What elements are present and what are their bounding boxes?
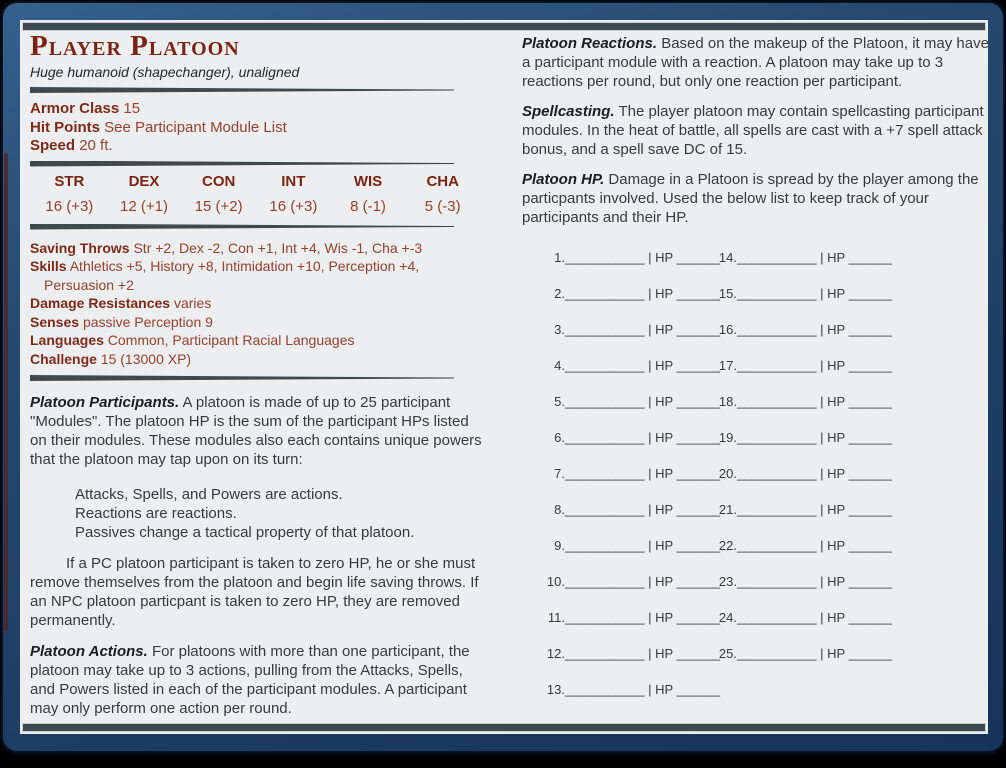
roster-number: 2. [554, 286, 565, 301]
roster-row [532, 284, 720, 303]
damage-resistances-row: Damage Resistances varies [30, 295, 212, 311]
armor-class-row [30, 100, 488, 119]
core-stats [30, 100, 488, 156]
roster-number: 11. [547, 610, 565, 625]
roster-blank-line: ___________ | HP ______ [565, 286, 720, 301]
roster-blank-line: ___________ | HP ______ [737, 430, 892, 445]
roster-row [704, 320, 892, 339]
hit-points-label: Hit Points [30, 118, 100, 136]
tapered-rule [30, 375, 454, 381]
speed-label: Speed [30, 137, 76, 154]
platoon-actions-trait: Platoon Actions. For platoons with more than one participant, the platoon may take up to 3 actions, pulling from the Attacks, Spells, and Powers listed in each of the participant modules. A participant may only perform one action per round. [30, 643, 470, 717]
page-left-edge-accent [4, 153, 8, 631]
roster-row [532, 464, 720, 483]
creature-type-subtitle: Huge humanoid (shapechanger), unaligned [30, 64, 300, 80]
spellcasting-trait: Spellcasting. The player platoon may contain spellcasting participant modules. In the heat of battle, all spells are cast with a +7 spell attack bonus, and a spell save DC of 15. [522, 103, 984, 158]
roster-row [532, 644, 720, 663]
roster-row [532, 536, 720, 555]
page-frame [3, 3, 1003, 751]
roster-row [532, 428, 720, 447]
roster-row [704, 464, 892, 483]
left-column [30, 31, 488, 718]
roster-blank-line: ___________ | HP ______ [565, 394, 720, 409]
tapered-rule [30, 224, 454, 230]
roster-row [704, 572, 892, 591]
roster-column-2 [704, 248, 892, 716]
roster-number: 24. [718, 610, 737, 625]
armor-class-value: 15 [123, 100, 141, 117]
roster-blank-line: ___________ | HP ______ [565, 466, 720, 481]
roster-number: 20. [718, 466, 737, 481]
roster-blank-line: ___________ | HP ______ [737, 502, 892, 517]
roster-blank-line: ___________ | HP ______ [565, 610, 720, 625]
roster-blank-line: ___________ | HP ______ [737, 250, 892, 265]
right-column [522, 34, 998, 716]
roster-number: 19. [718, 430, 737, 445]
roster-blank-line: ___________ | HP ______ [565, 574, 720, 589]
rules-line: Reactions are reactions. [75, 505, 237, 522]
tapered-rule [30, 87, 454, 93]
roster-number: 10. [546, 574, 565, 589]
ability-cha: CHA 5 (-3) [424, 172, 461, 215]
roster-number: 9. [554, 538, 565, 553]
roster-row [532, 392, 720, 411]
roster-blank-line: ___________ | HP ______ [737, 286, 892, 301]
roster-number: 17. [718, 358, 737, 373]
languages-row: Languages Common, Participant Racial Languages [30, 332, 355, 348]
roster-blank-line: ___________ | HP ______ [565, 538, 720, 553]
roster-row [704, 392, 892, 411]
roster-row [532, 320, 720, 339]
ability-score-table [32, 173, 480, 216]
roster-number: 7. [554, 466, 565, 481]
platoon-reactions-trait: Platoon Reactions. Based on the makeup of the Platoon, it may have a participant module with a reaction. A platoon may take up to 3 reactions per round, but only one reaction per participant. [522, 35, 989, 90]
platoon-participants-trait: Platoon Participants. A platoon is made of up to 25 participant "Modules". The platoon HP is the sum of the participant HPs listed on their modules. These modules also each contains unique powers that the platoon may tap upon on its turn: [30, 394, 482, 468]
roster-number: 21. [718, 502, 737, 517]
roster-blank-line: ___________ | HP ______ [737, 610, 892, 625]
roster-row [704, 644, 892, 663]
roster-blank-line: ___________ | HP ______ [737, 646, 892, 661]
roster-number: 18. [718, 394, 737, 409]
roster-number: 4. [554, 358, 565, 373]
ability-str: STR 16 (+3) [45, 172, 94, 215]
roster-row [704, 428, 892, 447]
roster-number: 1. [554, 250, 565, 265]
roster-blank-line: ___________ | HP ______ [737, 322, 892, 337]
roster-number: 16. [718, 322, 737, 337]
roster-number: 15. [718, 286, 737, 301]
platoon-hp-trait: Platoon HP. Damage in a Platoon is spread by the player among the particpants involved. Used the below list to keep track of your participants and their HP. [522, 171, 979, 226]
hit-points-value: See Participant Module List [104, 118, 287, 136]
rules-line: Attacks, Spells, and Powers are actions. [75, 486, 343, 503]
detail-list [30, 239, 488, 369]
roster-blank-line: ___________ | HP ______ [737, 466, 892, 481]
roster-number: 14. [718, 250, 737, 265]
speed-value: 20 ft. [79, 137, 113, 154]
tapered-rule [30, 161, 454, 167]
roster-number: 3. [554, 322, 565, 337]
roster-row [532, 248, 720, 267]
roster-blank-line: ___________ | HP ______ [737, 394, 892, 409]
roster-blank-line: ___________ | HP ______ [565, 430, 720, 445]
roster-blank-line: ___________ | HP ______ [565, 502, 720, 517]
roster-number: 22. [718, 538, 737, 553]
roster-row [704, 536, 892, 555]
roster-row [532, 572, 720, 591]
roster-row [532, 680, 720, 699]
roster-blank-line: ___________ | HP ______ [565, 646, 720, 661]
participant-hp-roster [522, 248, 998, 716]
roster-blank-line: ___________ | HP ______ [737, 574, 892, 589]
statblock-page [20, 20, 988, 734]
roster-row [532, 356, 720, 375]
skills-row: Skills Athletics +5, History +8, Intimidation +10, Perception +4, Persuasion +2 [30, 258, 420, 293]
ability-dex: DEX 12 (+1) [120, 172, 168, 215]
zero-hp-note: If a PC platoon participant is taken to zero HP, he or she must remove themselves from the platoon and begin life saving throws. If an NPC platoon particpant is taken to zero HP, they are removed permanently. [30, 555, 479, 629]
roster-number: 12. [546, 646, 565, 661]
roster-number: 25. [718, 646, 737, 661]
ability-con: CON 15 (+2) [194, 172, 243, 215]
speed-row [30, 137, 488, 156]
ability-int: INT 16 (+3) [269, 172, 318, 215]
roster-blank-line: ___________ | HP ______ [565, 682, 720, 697]
page-title: Player Platoon [30, 30, 240, 62]
saving-throws-row: Saving Throws Str +2, Dex -2, Con +1, Int +4, Wis -1, Cha +-3 [30, 239, 423, 256]
footer-bar [22, 723, 986, 732]
roster-blank-line: ___________ | HP ______ [565, 358, 720, 373]
roster-row [532, 500, 720, 519]
roster-row [704, 356, 892, 375]
armor-class-label: Armor Class [30, 100, 120, 117]
roster-row [704, 608, 892, 627]
roster-row [704, 284, 892, 303]
roster-number: 23. [718, 574, 737, 589]
hit-points-row [30, 119, 488, 138]
trait-section [30, 393, 488, 718]
challenge-row: Challenge 15 (13000 XP) [30, 350, 192, 367]
roster-blank-line: ___________ | HP ______ [737, 358, 892, 373]
roster-row [704, 500, 892, 519]
roster-blank-line: ___________ | HP ______ [565, 322, 720, 337]
roster-number: 13. [546, 682, 565, 697]
senses-row: Senses passive Perception 9 [30, 313, 213, 330]
roster-column-1 [532, 248, 720, 716]
roster-number: 6. [554, 430, 565, 445]
ability-wis: WIS 8 (-1) [350, 172, 386, 215]
roster-number: 5. [554, 394, 565, 409]
roster-blank-line: ___________ | HP ______ [565, 250, 720, 265]
roster-row [532, 608, 720, 627]
action-type-rules [75, 485, 488, 542]
rules-line: Passives change a tactical property of that platoon. [75, 524, 415, 541]
roster-number: 8. [554, 502, 565, 517]
roster-blank-line: ___________ | HP ______ [737, 538, 892, 553]
roster-row [704, 248, 892, 267]
